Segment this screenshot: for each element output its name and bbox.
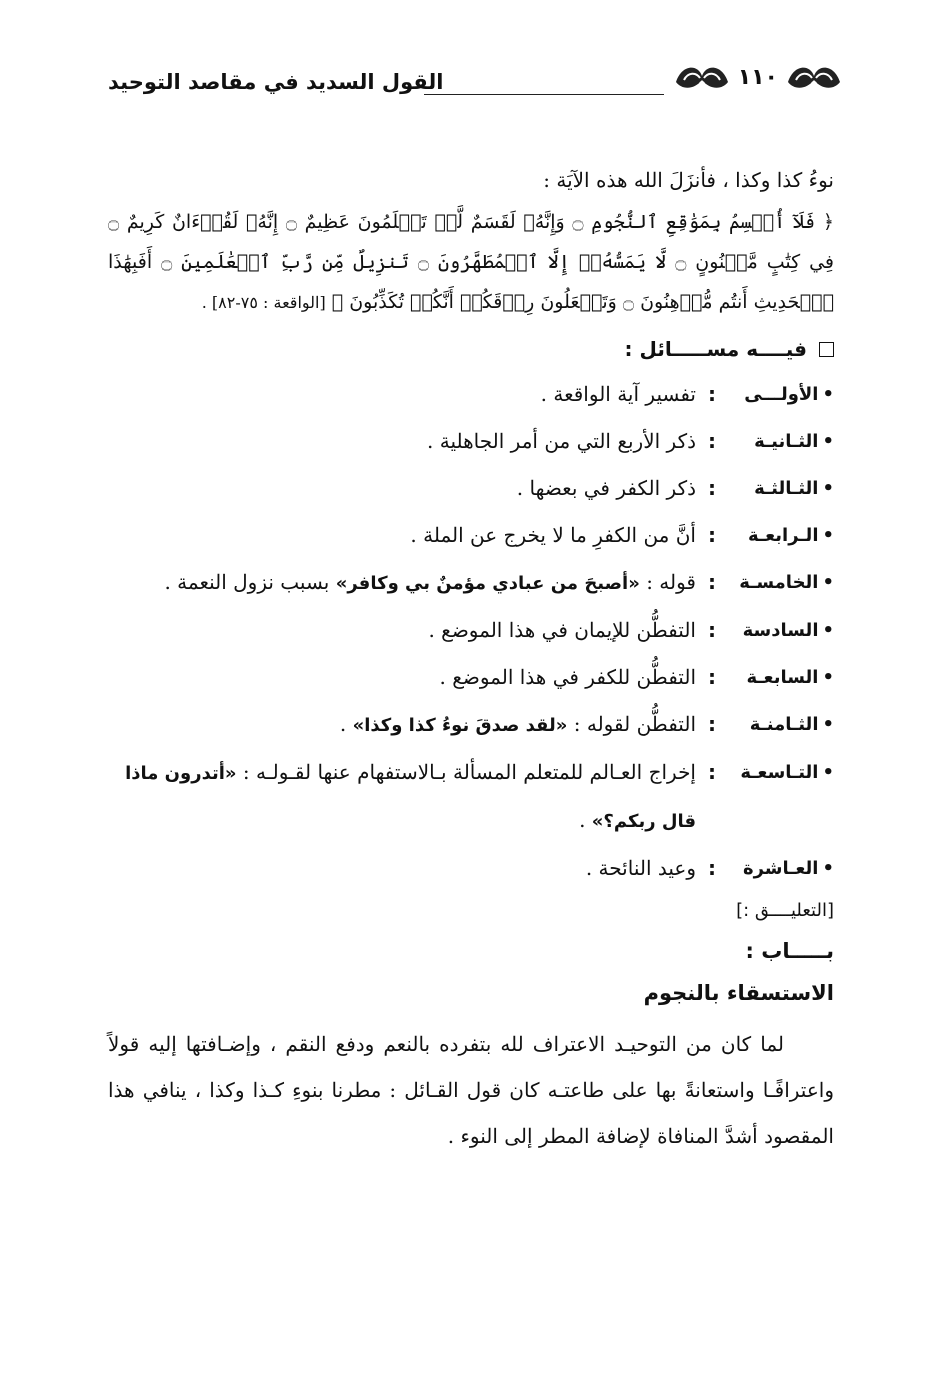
issues-heading-text: فيــــه مســـــائل : <box>624 337 807 361</box>
body-paragraph: لما كان من التوحيـد الاعتراف لله بتفرده بالنعم ودفع النقم ، وإضـافتها إليه قولاً واعترافًـا واستعانةً بها على طاعتـه كان قول القـائل : مطرنا بنوءِ كـذا وكذا ، ينافي هذا المقصود أشدَّ المنافاة لإضافة المطر إلى النوء . <box>108 1032 834 1148</box>
issue-label: •التـاسعـة <box>740 762 834 783</box>
hadith-quote: «أتدرون ماذا قال ربكم؟» <box>125 763 696 832</box>
issue-text: وعيد النائحة . <box>585 856 696 880</box>
hadith-quote: «أصبحَ من عبادي مؤمنٌ بي وكافر» <box>335 573 640 594</box>
issue-text: أنَّ من الكفرِ ما لا يخرج عن الملة . <box>410 523 696 547</box>
issue-text: التفطُّن لقوله : «لقد صدقَ نوءُ كذا وكذا» . <box>339 712 696 736</box>
ornament-icon <box>672 60 732 94</box>
list-item: •العـاشرة : وعيد النائحة . <box>108 845 834 892</box>
issue-text: تفسير آية الواقعة . <box>540 382 696 406</box>
verse-reference: [الواقعة : ٧٥-٨٢] . <box>201 293 326 312</box>
hadith-quote: «لقد صدقَ نوءُ كذا وكذا» <box>352 715 568 736</box>
issues-list <box>108 371 834 892</box>
issue-label: •الثـامنـة <box>749 714 834 735</box>
commentary-label: [التعليــــق :] <box>736 900 834 921</box>
chapter-title: الاستسقاء بالنجوم <box>643 981 834 1005</box>
intro-line: نوءُ كذا وكذا ، فأنزَلَ الله هذه الآيَة : <box>543 168 834 192</box>
issue-label: •العـاشرة <box>742 858 834 879</box>
page-number: ١١٠ <box>737 64 778 90</box>
issue-label: •الثـالثـة <box>754 478 834 499</box>
list-item: •الثـانيـة : ذكر الأربع التي من أمر الجاهلية . <box>108 418 834 465</box>
issue-text: ذكر الكفر في بعضها . <box>516 476 696 500</box>
issue-label: •السابعـة <box>746 667 834 688</box>
page-number-group <box>672 60 844 94</box>
chapter-label: بـــــاب : <box>745 939 834 963</box>
issue-text: التفطُّن للكفر في هذا الموضع . <box>439 665 696 689</box>
issue-text: التفطُّن للإيمان في هذا الموضع . <box>428 618 696 642</box>
issue-label: •الخامسـة <box>739 572 834 593</box>
list-item: •الخامسـة : قوله : «أصبحَ من عبادي مؤمنٌ بي وكافر» بسبب نزول النعمة . <box>108 559 834 607</box>
issue-label: •الثـانيـة <box>754 431 834 452</box>
list-item: •السادسة : التفطُّن للإيمان في هذا الموضع . <box>108 607 834 654</box>
list-item: •الثـالثـة : ذكر الكفر في بعضها . <box>108 465 834 512</box>
issue-text: ذكر الأربع التي من أمر الجاهلية . <box>427 429 696 453</box>
issue-label: •الـرابعـة <box>748 525 834 546</box>
list-item: •التـاسعـة : إخراج العـالم للمتعلم المسألة بـالاستفهام عنها لقـولـه : «أتدرون ماذا قال ربكم؟» . <box>108 749 834 845</box>
issues-heading <box>108 337 834 361</box>
list-item: •الثـامنـة : التفطُّن لقوله : «لقد صدقَ نوءُ كذا وكذا» . <box>108 701 834 749</box>
issue-text: إخراج العـالم للمتعلم المسألة بـالاستفهام عنها لقـولـه : «أتدرون ماذا قال ربكم؟» . <box>125 760 696 832</box>
book-title: القول السديد في مقاصد التوحيد <box>108 70 444 94</box>
issue-text: قوله : «أصبحَ من عبادي مؤمنٌ بي وكافر» بسبب نزول النعمة . <box>164 570 696 594</box>
header-rule <box>424 94 664 95</box>
issue-label: •السادسة <box>742 620 834 641</box>
list-item: •السابعـة : التفطُّن للكفر في هذا الموضع . <box>108 654 834 701</box>
page-header <box>108 60 834 120</box>
verse-text: ﴿ فَلَآ أُقۡسِمُ بِمَوَٰقِعِ ٱلنُّجُومِ ۝ وَإِنَّهُۥ لَقَسَمٌ لَّوۡ تَعۡلَمُونَ عَظِيمٌ ۝ إِنَّهُۥ لَقُرۡءَانٌ كَرِيمٌ ۝ فِي كِتَٰبٍ مَّكۡنُونٍ ۝ لَّا يَمَسُّهُۥٓ إِلَّا ٱلۡمُطَهَّرُونَ ۝ تَنزِيلٌ مِّن رَّبِّ ٱلۡعَٰلَمِينَ ۝ أَفَبِهَٰذَا ٱلۡحَدِيثِ أَنتُم مُّدۡهِنُونَ ۝ وَتَجۡعَلُونَ رِزۡقَكُمۡ أَنَّكُمۡ تُكَذِّبُونَ ﴾ <box>108 211 834 313</box>
ornament-icon <box>784 60 844 94</box>
issue-label: •الأولـــى <box>744 384 834 405</box>
square-icon <box>819 342 834 357</box>
list-item: •الأولـــى : تفسير آية الواقعة . <box>108 371 834 418</box>
list-item: •الـرابعـة : أنَّ من الكفرِ ما لا يخرج عن الملة . <box>108 512 834 559</box>
book-page <box>108 60 834 1179</box>
quran-verse <box>108 202 834 323</box>
